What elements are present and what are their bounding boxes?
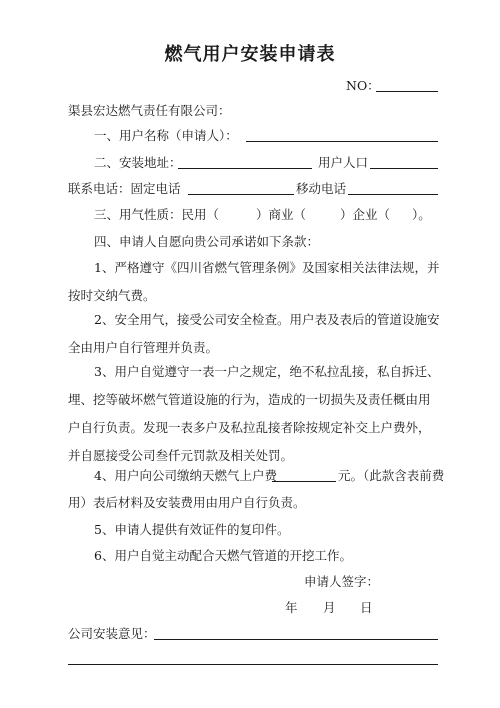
company-opinion-line-2[interactable]	[68, 664, 438, 665]
form-title: 燃气用户安装申请表	[164, 44, 336, 65]
date-year-label: 年	[285, 600, 298, 615]
clause-4-start: 4、用户向公司缴纳天燃气上户费	[94, 468, 277, 483]
connection-fee-field[interactable]	[272, 481, 336, 482]
household-size-label: 用户人口	[318, 155, 369, 170]
applicant-signature-label: 申请人签字：	[304, 574, 380, 589]
install-address-label: 二、安装地址：	[94, 155, 182, 170]
date-month-label: 月	[323, 600, 336, 615]
install-address-field[interactable]	[178, 168, 312, 169]
addressee: 渠县宏达燃气责任有限公司：	[68, 103, 231, 118]
company-opinion-field[interactable]	[154, 639, 438, 640]
applicant-name-field[interactable]	[246, 141, 438, 142]
mobile-label: 移动电话	[296, 181, 347, 196]
gas-usage-end: ）。	[412, 207, 431, 222]
clause-4-end: 用）表后材料及安装费用由用户自行负责。	[68, 495, 306, 510]
gas-usage-commercial-label: ）商业（	[256, 207, 307, 222]
gas-usage-enterprise-label: ）企业（	[340, 207, 391, 222]
clause-1: 1、严格遵守《四川省燃气管理条例》及国家相关法律法规，并按时交纳气费。	[68, 260, 440, 303]
serial-number-label: NO：	[346, 78, 380, 93]
applicant-name-label: 一、用户名称（申请人）：	[94, 128, 238, 143]
mobile-field[interactable]	[348, 194, 438, 195]
company-opinion-label: 公司安装意见：	[68, 626, 156, 641]
landline-label: 联系电话：固定电话	[68, 181, 181, 196]
clause-5: 5、申请人提供有效证件的复印件。	[94, 522, 290, 537]
gas-usage-residential-label: 三、用气性质：民用（	[94, 207, 220, 222]
landline-field[interactable]	[188, 194, 294, 195]
clause-4-mid: 元。（此款含表前费	[338, 468, 445, 483]
clause-6: 6、用户自觉主动配合天燃气管道的开挖工作。	[94, 548, 352, 563]
commitment-heading: 四、申请人自愿向贵公司承诺如下条款：	[94, 234, 320, 249]
serial-number-field[interactable]	[376, 91, 438, 92]
household-size-field[interactable]	[370, 168, 438, 169]
date-day-label: 日	[360, 600, 373, 615]
clause-2: 2、安全用气，接受公司安全检查。用户表及表后的管道设施安全由用户自行管理并负责。	[68, 312, 440, 355]
clause-3: 3、用户自觉遵守一表一户之规定，绝不私拉乱接，私自拆迁、埋、挖等破坏燃气管道设施的行为，造成的一切损失及责任概由用户自行负责。发现一表多户及私拉乱接者除按规定补交上户费外，并自愿接受公司叁仟元罚款及相关处罚。	[68, 364, 440, 463]
